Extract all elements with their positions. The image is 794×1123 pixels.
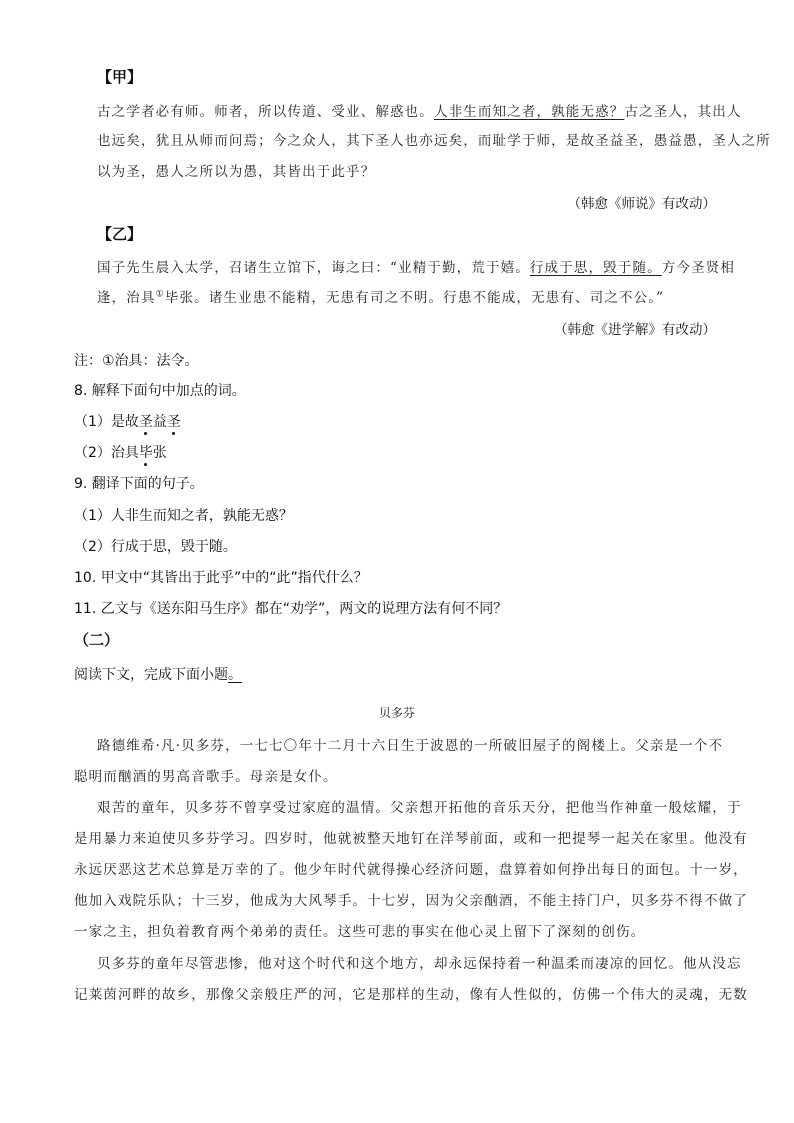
question-8-1: [74, 411, 181, 431]
text-span: 古之圣人，其出人: [624, 104, 742, 120]
question-9-1: （1）人非生而知之者，孰能无惑？: [74, 508, 293, 524]
question-9-2: （2）行成于思，毁于随。: [74, 539, 237, 555]
paragraph-line: 艰苦的童年，贝多芬不曾享受过家庭的温情。父亲想开拓他的音乐天分，把他当作神童一般炫耀，于: [97, 800, 742, 816]
footnote: 注：①治具：法令。: [74, 353, 199, 369]
dotted-word: 毕: [138, 445, 153, 461]
passage-b-source: （韩愈《进学解》有改动）: [554, 322, 716, 338]
paragraph-line: 一家之主，担负着教育两个弟弟的责任。这些可悲的事实在他心灵上留下了深刻的创伤。: [74, 924, 646, 940]
text-span: 古之学者必有师。师者，所以传道、受业、解惑也。: [97, 104, 434, 120]
article-title: 贝多芬: [378, 706, 415, 720]
passage-a-line-3: 以为圣，愚人之所以为愚，其皆出于此乎？: [97, 164, 376, 180]
paragraph-line: 路德维希·凡·贝多芬，一七七〇年十二月十六日生于波恩的一所破旧屋子的阁楼上。父亲是一个不: [97, 738, 724, 754]
text-span: 逢，治具: [97, 290, 156, 306]
text-span: 方今圣贤相: [661, 260, 736, 276]
underlined-sentence: 人非生而知之者，孰能无惑？: [433, 104, 625, 120]
text-span: 。: [228, 667, 242, 683]
paragraph-line: 是用暴力来迫使贝多芬学习。四岁时，他就被整天地钉在洋琴前面，或和一把提琴一起关在家里。他没有: [74, 831, 748, 847]
question-10: 10. 甲文中“其皆出于此乎”中的“此”指代什么？: [74, 570, 368, 586]
text-span: （1）是故: [74, 414, 139, 430]
passage-a-source: （韩愈《师说》有改动）: [567, 196, 716, 212]
dotted-word: 圣: [138, 414, 153, 430]
paragraph-line: 记莱茵河畔的故乡，那像父亲般庄严的河，它是那样的生动，像有人性似的，仿佛一个伟大的灵魂，无数: [74, 987, 748, 1003]
passage-b-label: 【乙】: [97, 225, 143, 243]
text-span: 益: [152, 414, 167, 430]
section-2-instruction: [74, 664, 242, 684]
question-9: 9. 翻译下面的句子。: [74, 476, 204, 492]
passage-b-line-1: [97, 256, 735, 276]
passage-a-line-2: 也远矣，犹且从师而问焉；今之众人，其下圣人也亦远矣，而耻学于师，是故圣益圣，愚益愚，圣人之所: [97, 133, 771, 149]
footnote-marker: ①: [155, 289, 165, 300]
text-span: 阅读下文，完成下面小题: [74, 667, 228, 683]
underlined-sentence: 行成于思，毁于随。: [529, 260, 662, 276]
text-span: 毕张。诸生业患不能精，无患有司之不明。行患不能成，无患有、司之不公。”: [164, 290, 665, 306]
question-8-2: [74, 442, 167, 462]
section-2-header: （二）: [74, 631, 120, 649]
text-span: 张: [152, 445, 167, 461]
dotted-word: 圣: [166, 414, 181, 430]
paragraph-line: 贝多芬的童年尽管悲惨，他对这个时代和这个地方，却永远保持着一种温柔而凄凉的回忆。他从没忘: [97, 956, 742, 972]
text-span: 国子先生晨入太学，召诸生立馆下，诲之曰：“业精于勤，荒于嬉。: [97, 260, 530, 276]
question-8: 8. 解释下面句中加点的词。: [74, 383, 246, 399]
passage-a-label: 【甲】: [97, 68, 143, 86]
paragraph-line: 永远厌恶这艺术总算是万幸的了。他少年时代就得操心经济问题，盘算着如何挣出每日的面包。十一岁，: [74, 862, 748, 878]
passage-b-line-2: [97, 286, 664, 306]
paragraph-line: 他加入戏院乐队；十三岁，他成为大风琴手。十七岁，因为父亲酗酒，不能主持门户，贝多芬不得不做了: [74, 893, 748, 909]
text-span: （2）治具: [74, 445, 139, 461]
question-11: 11. 乙文与《送东阳马生序》都在“劝学”，两文的说理方法有何不同？: [74, 601, 508, 617]
paragraph-line: 聪明而酗酒的男高音歌手。母亲是女仆。: [74, 769, 338, 785]
passage-a-line-1: [97, 100, 742, 120]
